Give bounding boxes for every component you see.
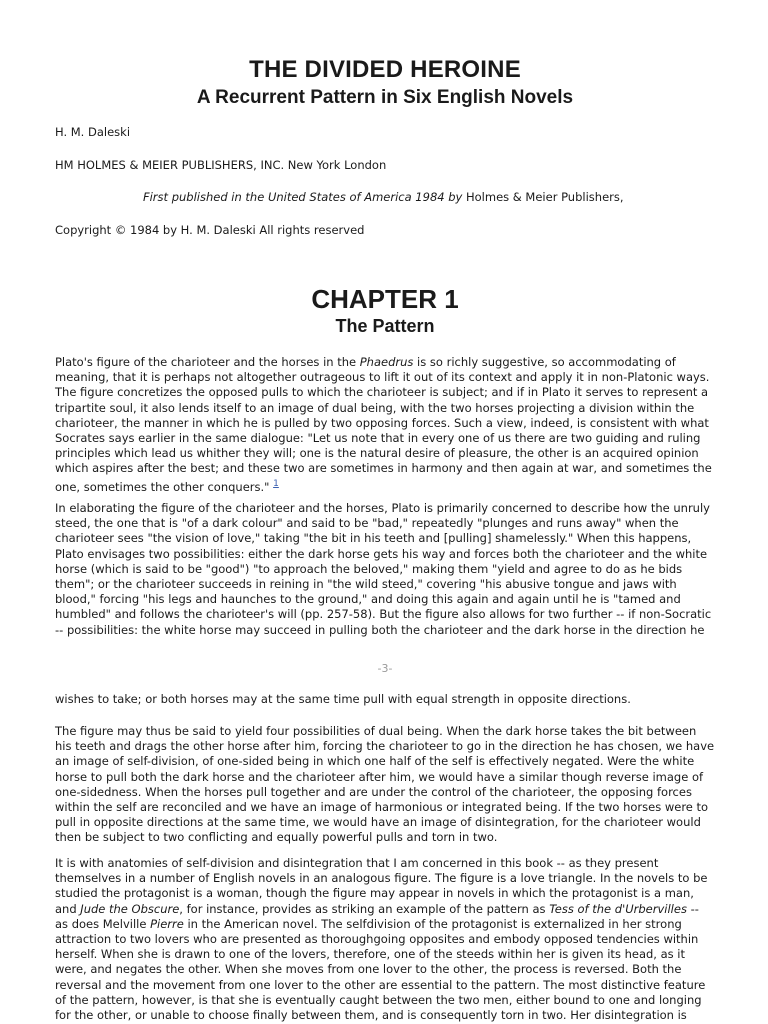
paragraph-5-text-c: -- as does Melville: [55, 901, 699, 931]
paragraph-5-text-d: in the American novel. The selfdivision of the protagonist is externalized in her strong attraction to two lovers who are presented as thoroughgoing opposites and embody opposed tendencies within herself. When she is drawn to one of the lovers, therefore, one of the steeds within her is given its head, as it were, and negates the other. When she moves from one lover to the other, the process is reversed. Both the reversal and the movement from one lover to the other are essential to the pattern. The most distinctive feature of the pattern, however, is that she is eventually caught between the two men, either bound to one and longing for the other, or unable to choose finally between them, and is consequently torn in two. Her disintegration is: [55, 916, 706, 1023]
author-line: H. M. Daleski: [55, 125, 131, 139]
first-published-line: [143, 190, 624, 205]
chapter-title: The Pattern: [335, 316, 435, 336]
book-subtitle: A Recurrent Pattern in Six English Novels: [196, 87, 574, 108]
publisher-line: HM HOLMES & MEIER PUBLISHERS, INC. New York London: [55, 158, 387, 172]
chapter-heading: CHAPTER 1: [311, 284, 459, 314]
paragraph-5-text-a: It is with anatomies of self-division and disintegration that I am concerned in this book -- as they present themselves in a number of English novels in an analogous figure. The figure is a love triangle. In the novels to be studied the protagonist is a woman, though the figure may appear in novels in which the protagonist is a man, and: [55, 856, 708, 916]
first-published-publisher: Holmes & Meier Publishers,: [462, 190, 624, 204]
tess-title: Tess of the d'Urbervilles: [549, 901, 687, 916]
paragraph-1: [55, 355, 715, 495]
paragraph-2: In elaborating the figure of the charioteer and the horses, Plato is primarily concerned to describe how the unruly steed, the one that is "of a dark colour" and said to be "bad," repeatedly "plunges and runs away" when the charioteer sees "the vision of love," taking "the bit in his teeth and [pulling] shamelessly." When this happens, Plato envisages two possibilities: either the dark horse gets his way and forces both the charioteer and the white horse (which is said to be "good") "to approach the beloved," making them "yield and agree to do as he bids them"; or the charioteer succeeds in reining in "the wild steed," covering "his abusive tongue and jaws with blood," forcing "his legs and haunches to the ground," and doing this again and again until he is "tamed and humbled" and follows the charioteer's will (pp. 257-58). But the figure also allows for two further -- if non-Socratic -- possibilities: the white horse may succeed in pulling both the charioteer and the dark horse in the direction he: [55, 501, 712, 637]
paragraph-1-text-a: Plato's figure of the charioteer and the horses in the: [55, 355, 360, 369]
jude-title: Jude the Obscure: [80, 901, 180, 916]
paragraph-5-text-b: , for instance, provides as striking an example of the pattern as: [179, 901, 550, 916]
paragraph-4: The figure may thus be said to yield four possibilities of dual being. When the dark horse takes the bit between his teeth and drags the other horse after him, forcing the charioteer to go in the direction he has chosen, we have an image of self-division, of one-sided being in which one half of the self is effectively negated. Were the white horse to pull both the dark horse and the charioteer after him, we would have a similar though reverse image of one-sidedness. When the horses pull together and are under the control of the charioteer, the opposing forces within the self are reconciled and we have an image of harmonious or integrated being. If the two horses were to pull in opposite directions at the same time, we would have an image of disintegration, for the charioteer would then be subject to two conflicting and equally powerful pulls and torn in two.: [55, 724, 715, 845]
page-number: -3-: [377, 662, 393, 675]
paragraph-5: [55, 856, 715, 1023]
phaedrus-title: Phaedrus: [359, 355, 414, 369]
pierre-title: Pierre: [150, 916, 184, 931]
paragraph-1-text-b: is so richly suggestive, so accommodating of meaning, that it is perhaps not altogether outrageous to lift it out of its context and apply it in non-Platonic ways. The figure concretizes the opposed pulls to which the charioteer is subject; and if in Plato it serves to represent a tripartite soul, it also lends itself to an image of dual being, with the two horses projecting a division within the charioteer, the manner in which he is pulled by two opposing forces. Such a view, indeed, is consistent with what Socrates says earlier in the same dialogue: "Let us note that in every one of us there are two guiding and ruling principles which lead us whither they will; one is the natural desire of pleasure, the other is an acquired opinion which aspires after the best; and these two are sometimes in harmony and then again at war, and sometimes the one, sometimes the other conquers.": [55, 355, 712, 494]
footnote-link[interactable]: 1: [273, 478, 279, 489]
book-title: THE DIVIDED HEROINE: [249, 56, 521, 83]
paragraph-3: wishes to take; or both horses may at the same time pull with equal strength in opposite directions.: [55, 692, 631, 706]
first-published-italic: First published in the United States of America 1984 by: [143, 190, 463, 204]
copyright-line: Copyright © 1984 by H. M. Daleski All rights reserved: [55, 223, 365, 237]
